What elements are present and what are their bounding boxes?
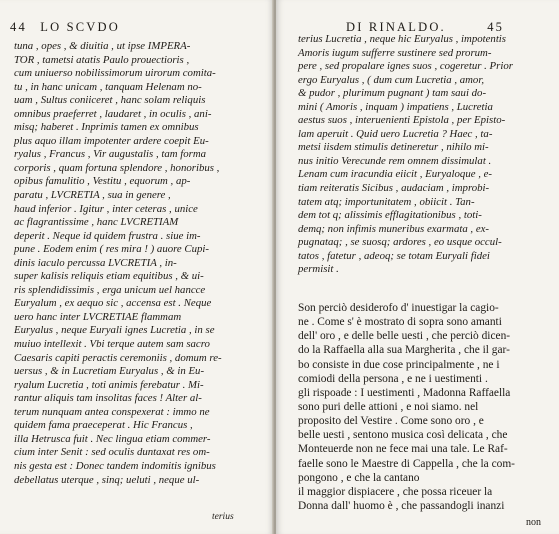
text-line: faelle sono le Maestre di Cappella , che la com- [298,457,515,470]
right-page-number: 45 [487,20,505,34]
text-line: il maggior dispiacere , che possa riceuer la [298,485,493,498]
text-line: corporis , quam fortuna splendore , honoribus , [14,161,220,174]
text-line: Euryalum , ex aequo sic , accensa est . Neque [14,297,212,310]
text-line: opibus famulitio , Vestitu , equorum , ap- [14,175,191,188]
text-line: Monteuerde non ne fece mai una tale. Le Raf- [298,443,508,456]
text-line: haud inferior . Igitur , inter ceteras , unice [14,202,198,215]
text-line: tatos , fatetur , adeoq; se totam Euryali fidei [298,249,490,262]
text-line: nis gesta est : Donec tandem indomitis ignibus [14,459,216,472]
text-line: deperit . Neque id quidem frustra . siue im- [14,229,201,242]
text-line: Amoris iugum sufferre sustinere sed prorum- [298,46,492,59]
text-line: super kalisis reliquis etiam equitibus , & ui- [14,270,204,283]
text-line: cum uniuerso nobilissimorum uirorum comita- [14,67,216,80]
text-line: TOR , tametsi atatis Paulo prouectioris , [14,53,190,66]
text-line: pune . Eodem enim ( res mira ! ) auore Cupi- [14,243,210,256]
text-line: tuna , opes , & diuitia , ut ipse IMPERA- [14,40,191,52]
text-line: demq; non infimis muneribus exarmata , ex- [298,222,490,235]
text-line: mini ( Amoris , inquam ) impatiens , Lucretia [298,100,493,113]
text-line: aestus suos , interuenienti Epistola , per Episto- [298,114,506,127]
left-page-header [10,20,120,35]
right-page-italian-body [298,301,515,513]
text-line: misq; haberet . Inprimis tamen ex omnibus [14,121,199,134]
text-line: do la Raffaella alla sua Margherita , che il gar- [298,344,510,357]
text-line: & pudor , plurimum pugnant ) tam saui do- [298,87,487,100]
right-running-head: DI RINALDO. [346,20,446,34]
text-line: illa Hetrusca fuit . Nec lingua etiam commer- [14,432,211,445]
text-line: lam aperuit . Quid uero Lucretia ? Haec , ta- [298,127,493,140]
text-line: Caesaris capiti peractis ceremoniis , domum re- [14,351,222,364]
left-running-head: LO SCVDO [40,20,120,34]
text-line: pugnataq; , se suosq; ardores , eo usque occul- [298,236,502,249]
text-line: ne . Come s' è mostrato di sopra sono amanti [298,316,502,329]
text-line: bo consiste in due cose principalmente , ne i [298,358,500,371]
left-page-body [14,40,222,487]
right-page-latin-body [298,33,513,277]
text-line: debellatus uterque , sinq; ueluti , neque ul- [14,473,200,486]
text-line: ris splendidissimis , erga unicum uel hancce [14,283,206,296]
text-line: rantur aliquis tam insolitas faces ! Alter al- [14,392,202,405]
text-line: cium inter Senit : sed oculis duntaxat res om- [14,446,210,459]
text-line: tiam reiteratis Sicibus , audaciam , improbi- [298,182,490,195]
text-line: proposito del Vestire . Come sono oro , e [298,415,484,428]
text-line: Son perciò desiderofo d' inuestigar la cagio- [298,302,499,314]
text-line: ergo Euryalus , ( dum cum Lucretia , amor, [298,73,485,86]
text-line: tatem atq; importunitatem , obiicit . Tan- [298,195,475,208]
text-line: pongono , e che la cantano [298,471,420,484]
text-line: ac flagrantissime , hanc LVCRETIAM [14,216,179,229]
text-line: terius Lucretia , neque hic Euryalus , impotentis [298,33,507,45]
left-catchword: terius [212,512,234,522]
text-line: Lenam cum iracundia eiicit , Euryaloque , e- [298,168,493,181]
text-line: plus aquo illam impotenter ardere coepit Eu- [14,134,209,147]
text-line: quidem fama praeceperat . Hic Francus , [14,419,193,432]
left-page-number: 44 [10,20,27,34]
text-line: sono puri delle attioni , e noi siamo. nel [298,400,479,413]
left-page [0,0,274,534]
text-line: terum nunquam antea conspexerat : immo ne [14,405,210,418]
text-line: uersus , & in Lucretiam Euryalus , & in Eu- [14,365,205,378]
text-line: uero hanc inter LVCRETIAE flammam [14,310,182,323]
text-line: Donna dall' huomo è , che passandogli inanzi [298,499,505,512]
right-catchword: non [526,517,541,528]
right-page [276,0,559,534]
text-line: dinis iaculo percussa LVCRETIA , in- [14,256,177,269]
text-line: tu , in hanc unicam , tanquam Helenam no- [14,80,202,93]
text-line: muiuo intellexit . Vbi terque autem sam sacro [14,338,210,351]
text-line: permisit . [298,263,339,276]
text-line: gli rispoade : I uestimenti , Madonna Raffaella [298,386,511,399]
text-line: uam , Sultus coniiceret , hanc solam reliquis [14,94,206,107]
text-line: paratu , LVCRETIA , sua in genere , [14,189,171,202]
text-line: nus initio Verecunde rem omnem dissimulat . [298,154,492,167]
text-line: Euryalus , neque Euryali ignes Lucretia , in se [14,324,215,337]
text-line: comiodi della persona , e ne i uestimenti . [298,372,488,385]
text-line: dell' oro , e delle belle uesti , che perciò dicen- [298,330,511,343]
text-line: belle uesti , sentono musica così delicata , che [298,429,508,442]
text-line: metsi iisdem stimulis detineretur , nihilo mi- [298,141,489,154]
text-line: omnibus praeferret , laudaret , in oculis , ani- [14,107,212,120]
text-line: ryalum Lucretia , toti animis ferebatur . Mi- [14,378,204,391]
text-line: dem tot q; alissimis efflagitationibus , toti- [298,209,482,222]
text-line: ryalus , Francus , Vir augustalis , tam forma [14,148,207,161]
text-line: pere , sed propalare ignes suos , cogeretur . Prior [298,60,513,73]
